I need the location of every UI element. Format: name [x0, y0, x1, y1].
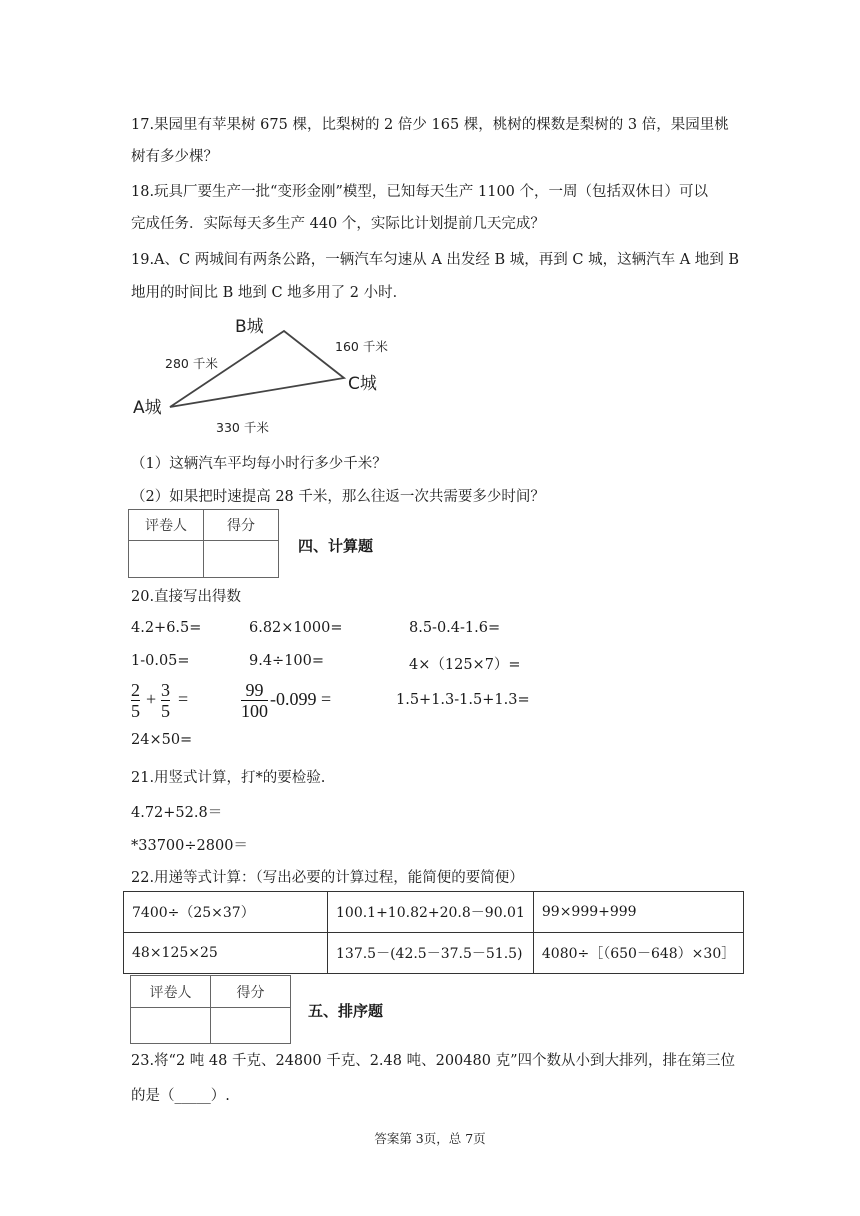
equals-sign: = [178, 689, 189, 709]
score-cell-score[interactable] [204, 541, 279, 578]
q20-item: 6.82×1000= [249, 620, 343, 636]
q21-item-a: 4.72+52.8＝ [131, 805, 223, 821]
fraction-99-100: 99 100 [241, 680, 268, 721]
q23-line2: 的是（_____）. [131, 1088, 230, 1104]
score-header-score: 得分 [211, 976, 291, 1008]
plus-sign: + [146, 689, 157, 709]
q20-item: 4×（125×7）= [409, 657, 521, 673]
q18-line2: 完成任务．实际每天多生产 440 个，实际比计划提前几天完成？ [131, 216, 545, 232]
calc-cell: 7400÷（25×37） [124, 892, 328, 933]
q19-line2: 地用的时间比 B 地到 C 地多用了 2 小时． [131, 285, 408, 301]
q20-expression-tail: -0.099 = [270, 689, 332, 709]
label-a-city: A城 [133, 398, 162, 418]
q20-item: 1-0.05= [131, 653, 190, 669]
q23-line1: 23.将“2 吨 48 千克、24800 千克、2.48 吨、200480 克”四个数从小到大排列，排在第三位 [131, 1053, 735, 1069]
score-cell-grader[interactable] [131, 1008, 211, 1044]
score-cell-grader[interactable] [129, 541, 204, 578]
score-table-2 [130, 975, 291, 1044]
page-footer: 答案第 3页，总 7页 [374, 1131, 486, 1146]
section-4-title: 四、计算题 [298, 537, 374, 555]
calc-cell: 4080÷［（650－648）×30］ [533, 933, 743, 974]
q22-calc-table [123, 891, 744, 974]
label-ab-distance: 280 千米 [165, 356, 218, 371]
label-ac-distance: 330 千米 [216, 420, 269, 435]
q22-title: 22.用递等式计算：（写出必要的计算过程，能简便的要简便） [131, 870, 524, 886]
q18-line1: 18.玩具厂要生产一批“变形金刚”模型，已知每天生产 1100 个，一周（包括双休日）可以 [131, 184, 709, 200]
calc-cell: 100.1+10.82+20.8－90.01 [328, 892, 534, 933]
q20-item: 8.5-0.4-1.6= [409, 620, 501, 636]
calc-cell: 99×999+999 [533, 892, 743, 933]
score-table-1 [128, 509, 279, 578]
label-bc-distance: 160 千米 [335, 339, 388, 354]
q20-item: 1.5+1.3-1.5+1.3= [396, 692, 530, 708]
label-c-city: C城 [348, 374, 377, 394]
q20-item: 9.4÷100= [249, 653, 325, 669]
q21-title: 21.用竖式计算，打*的要检验. [131, 770, 326, 786]
q20-item: 24×50= [131, 732, 193, 748]
q17-line1: 17.果园里有苹果树 675 棵，比梨树的 2 倍少 165 棵，桃树的棵数是梨树的 3 倍，果园里桃 [131, 117, 729, 133]
calc-cell: 137.5－(42.5－37.5－51.5) [328, 933, 534, 974]
q17-line2: 树有多少棵？ [131, 149, 218, 165]
fraction-2-5: 2 5 [131, 680, 140, 721]
score-cell-score[interactable] [211, 1008, 291, 1044]
q19-line1: 19.A、C 两城间有两条公路，一辆汽车匀速从 A 出发经 B 城，再到 C 城，这辆汽车 A 地到 B [131, 252, 740, 268]
q20-item: 4.2+6.5= [131, 620, 202, 636]
score-header-score: 得分 [204, 510, 279, 541]
score-header-grader: 评卷人 [131, 976, 211, 1008]
fraction-3-5: 3 5 [161, 680, 170, 721]
q21-item-b: *33700÷2800＝ [131, 838, 248, 854]
q19-sub2: （2）如果把时速提高 28 千米，那么往返一次共需要多少时间？ [131, 489, 545, 505]
label-b-city: B城 [235, 317, 264, 337]
q19-sub1: （1）这辆汽车平均每小时行多少千米？ [131, 456, 387, 472]
triangle-diagram [125, 310, 425, 440]
calc-cell: 48×125×25 [124, 933, 328, 974]
q20-title: 20.直接写出得数 [131, 589, 242, 605]
section-5-title: 五、排序题 [308, 1002, 384, 1020]
score-header-grader: 评卷人 [129, 510, 204, 541]
